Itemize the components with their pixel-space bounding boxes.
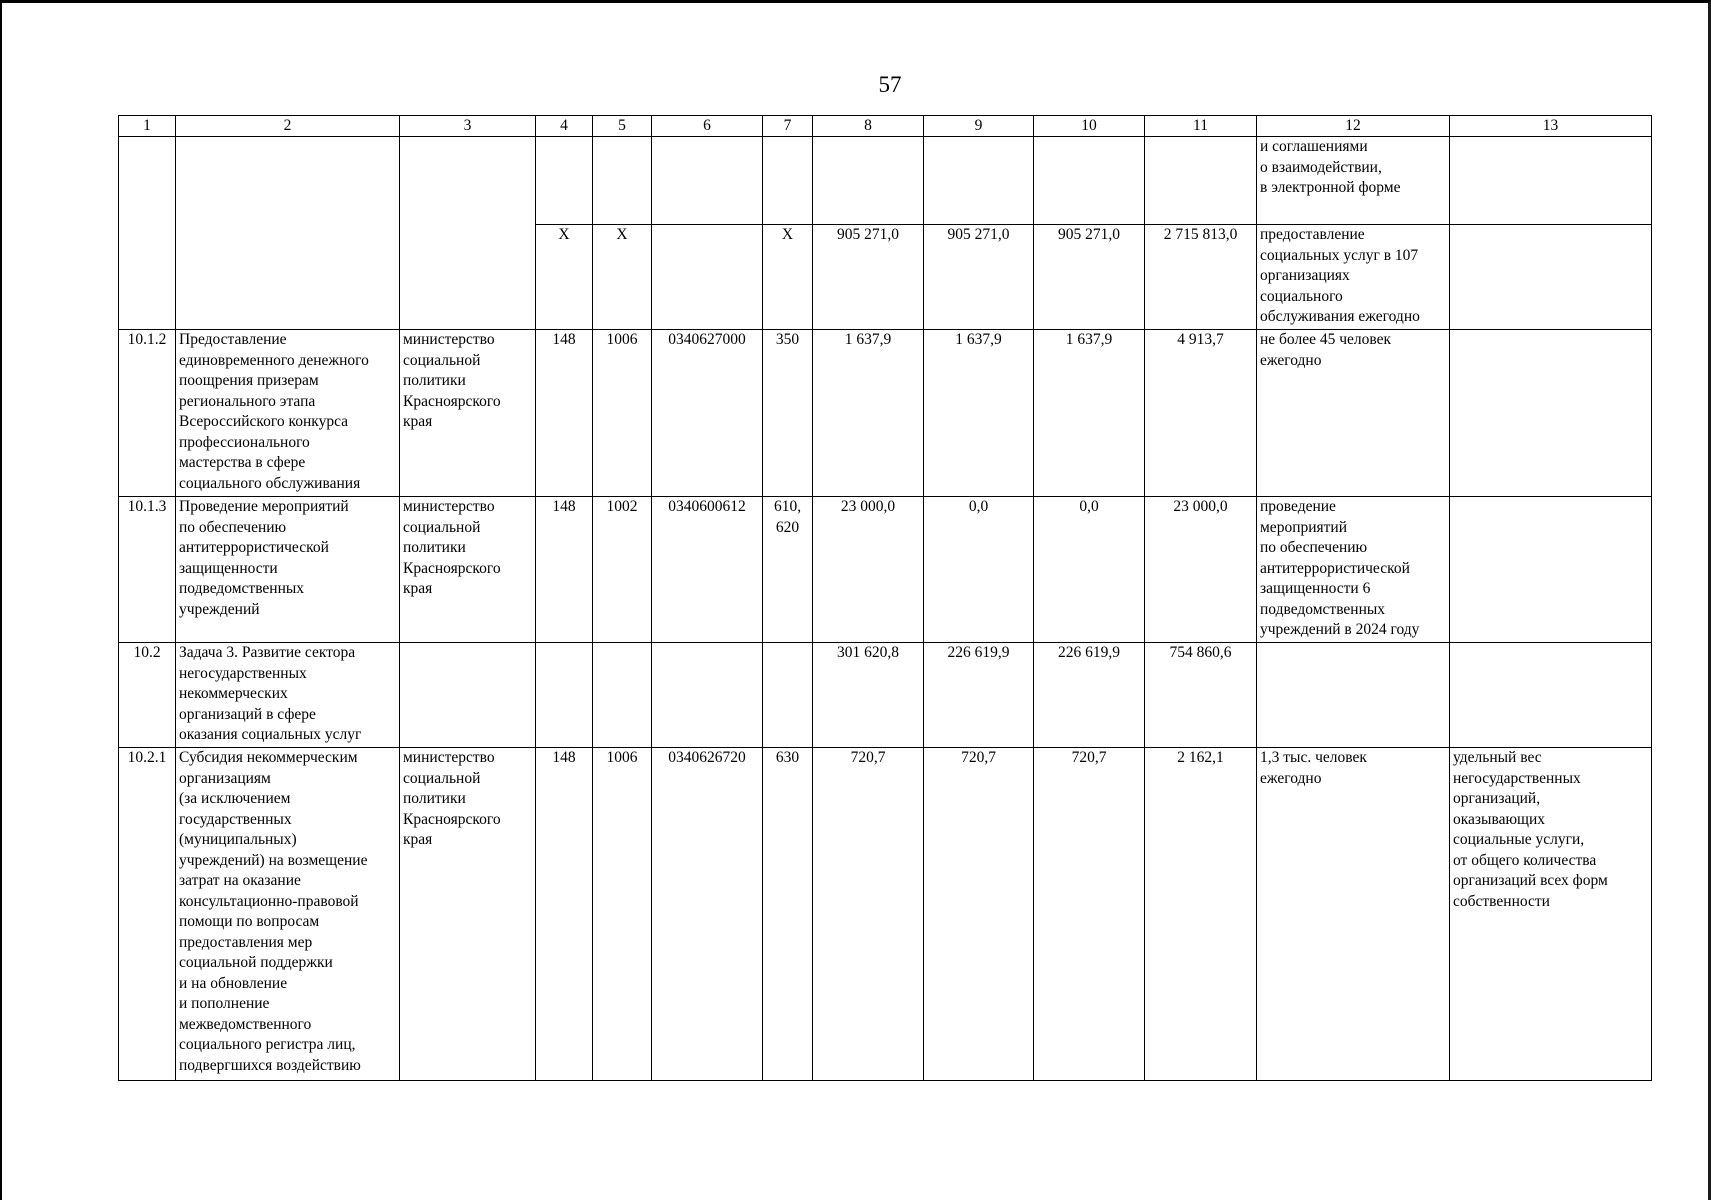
grbs-cell: Х	[536, 225, 593, 330]
rzpr-cell: 1006	[593, 748, 652, 1081]
indicator-cell	[1450, 643, 1652, 748]
table-row	[119, 643, 1652, 748]
header-cell: 8	[813, 116, 924, 137]
task-name-cell: Задача 3. Развитие сектора негосударственных некоммерческих организаций в сфере оказания социальных услуг	[176, 643, 400, 748]
total-cell	[1145, 137, 1257, 225]
header-cell: 11	[1145, 116, 1257, 137]
rzpr-cell: 1002	[593, 497, 652, 643]
executor-cell: министерство социальной политики Красноярского края	[400, 748, 536, 1081]
total-cell: 2 162,1	[1145, 748, 1257, 1081]
amount-cell	[924, 137, 1034, 225]
amount-cell: 23 000,0	[813, 497, 924, 643]
amount-cell: 226 619,9	[1034, 643, 1145, 748]
csr-cell: 0340627000	[652, 330, 763, 497]
csr-cell: 0340600612	[652, 497, 763, 643]
table-row	[119, 137, 1652, 225]
result-cell: не более 45 человек ежегодно	[1257, 330, 1450, 497]
header-cell: 2	[176, 116, 400, 137]
csr-cell	[652, 225, 763, 330]
measure-name-cell: Проведение мероприятий по обеспечению антитеррористической защищенности подведомственных учреждений	[176, 497, 400, 643]
header-cell: 5	[593, 116, 652, 137]
vr-cell: 610, 620	[763, 497, 813, 643]
grbs-cell: 148	[536, 497, 593, 643]
header-cell: 4	[536, 116, 593, 137]
amount-cell: 720,7	[813, 748, 924, 1081]
grbs-cell	[536, 137, 593, 225]
table-row	[119, 330, 1652, 497]
rzpr-cell: Х	[593, 225, 652, 330]
indicator-cell	[1450, 497, 1652, 643]
amount-cell: 720,7	[1034, 748, 1145, 1081]
total-cell: 2 715 813,0	[1145, 225, 1257, 330]
grbs-cell: 148	[536, 330, 593, 497]
header-cell: 13	[1450, 116, 1652, 137]
header-cell: 12	[1257, 116, 1450, 137]
measure-name-cell: Предоставление единовременного денежного поощрения призерам регионального этапа Всероссийского конкурса профессионального мастерства в сфере социального обслуживания	[176, 330, 400, 497]
vr-cell	[763, 643, 813, 748]
executor-cell	[400, 643, 536, 748]
amount-cell: 226 619,9	[924, 643, 1034, 748]
row-number-cell: 10.1.2	[119, 330, 176, 497]
result-cell: и соглашениями о взаимодействии, в электронной форме	[1257, 137, 1450, 225]
csr-cell	[652, 137, 763, 225]
amount-cell: 0,0	[1034, 497, 1145, 643]
amount-cell: 720,7	[924, 748, 1034, 1081]
total-cell: 754 860,6	[1145, 643, 1257, 748]
table-row	[119, 748, 1652, 1081]
amount-cell: 1 637,9	[813, 330, 924, 497]
vr-cell	[763, 137, 813, 225]
row-number-cell	[119, 137, 176, 330]
result-cell: 1,3 тыс. человек ежегодно	[1257, 748, 1450, 1081]
amount-cell: 301 620,8	[813, 643, 924, 748]
executor-cell: министерство социальной политики Красноярского края	[400, 497, 536, 643]
indicator-cell	[1450, 225, 1652, 330]
header-row	[119, 116, 1652, 137]
measure-name-cell	[176, 137, 400, 330]
csr-cell: 0340626720	[652, 748, 763, 1081]
data-table	[118, 115, 1652, 1081]
header-cell: 7	[763, 116, 813, 137]
result-cell	[1257, 643, 1450, 748]
csr-cell	[652, 643, 763, 748]
indicator-cell: удельный вес негосударственных организаций, оказывающих социальные услуги, от общего количества организаций всех форм собственности	[1450, 748, 1652, 1081]
grbs-cell	[536, 643, 593, 748]
amount-cell: 905 271,0	[1034, 225, 1145, 330]
row-number-cell: 10.2	[119, 643, 176, 748]
amount-cell: 1 637,9	[924, 330, 1034, 497]
result-cell: проведение мероприятий по обеспечению антитеррористической защищенности 6 подведомственных учреждений в 2024 году	[1257, 497, 1450, 643]
header-cell: 1	[119, 116, 176, 137]
amount-cell	[1034, 137, 1145, 225]
amount-cell: 905 271,0	[813, 225, 924, 330]
amount-cell: 1 637,9	[1034, 330, 1145, 497]
indicator-cell	[1450, 137, 1652, 225]
header-cell: 10	[1034, 116, 1145, 137]
amount-cell: 0,0	[924, 497, 1034, 643]
header-cell: 3	[400, 116, 536, 137]
measure-name-cell: Субсидия некоммерческим организациям (за исключением государственных (муниципальных) учреждений) на возмещение затрат на оказание консультационно-правовой помощи по вопросам предоставления мер социальной поддержки и на обновление и пополнение межведомственного социального регистра лиц, подвергшихся воздействию	[176, 748, 400, 1081]
indicator-cell	[1450, 330, 1652, 497]
row-number-cell: 10.2.1	[119, 748, 176, 1081]
vr-cell: Х	[763, 225, 813, 330]
row-number-cell: 10.1.3	[119, 497, 176, 643]
vr-cell: 630	[763, 748, 813, 1081]
total-cell: 23 000,0	[1145, 497, 1257, 643]
executor-cell: министерство социальной политики Красноярского края	[400, 330, 536, 497]
header-cell: 9	[924, 116, 1034, 137]
rzpr-cell: 1006	[593, 330, 652, 497]
header-cell: 6	[652, 116, 763, 137]
grbs-cell: 148	[536, 748, 593, 1081]
rzpr-cell	[593, 137, 652, 225]
amount-cell	[813, 137, 924, 225]
vr-cell: 350	[763, 330, 813, 497]
result-cell: предоставление социальных услуг в 107 организациях социального обслуживания ежегодно	[1257, 225, 1450, 330]
amount-cell: 905 271,0	[924, 225, 1034, 330]
total-cell: 4 913,7	[1145, 330, 1257, 497]
page-number: 57	[878, 72, 902, 97]
executor-cell	[400, 137, 536, 330]
rzpr-cell	[593, 643, 652, 748]
table-row	[119, 497, 1652, 643]
